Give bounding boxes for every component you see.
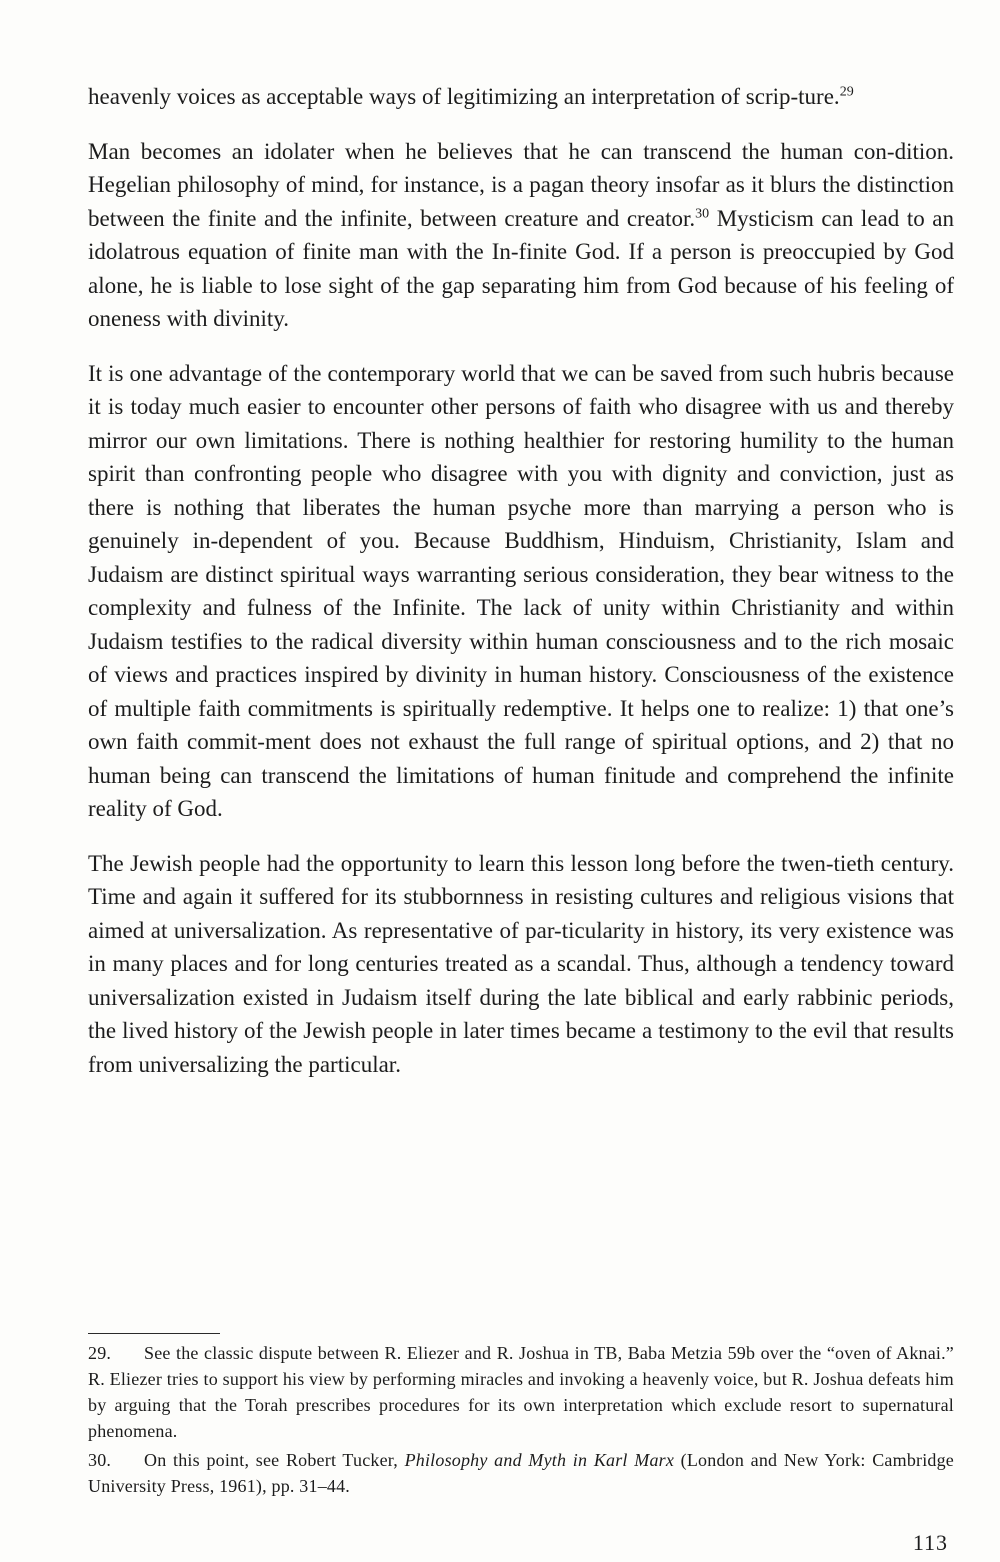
footnote-30-text-b: (London and New York: Cambridge University Press, 1961), pp. 31–44. <box>88 1450 954 1496</box>
footnotes-section <box>88 1333 954 1499</box>
footnote-30-number: 30. <box>88 1450 112 1470</box>
footnote-divider <box>88 1333 220 1334</box>
footnote-29-text: See the classic dispute between R. Eliezer and R. Joshua in TB, Baba Metzia 59b over the “oven of Aknai.” R. Eliezer tries to support his view by performing miracles and invoking a heavenly voice, but R. Joshua defeats him by arguing that the Torah prescribes procedures for its own interpretation which exclude resort to supernatural phenomena. <box>88 1343 954 1441</box>
paragraph-1 <box>88 80 954 114</box>
page-number: 113 <box>912 1530 948 1555</box>
paragraph-1-text: heavenly voices as acceptable ways of legitimizing an interpretation of scrip-ture. <box>88 84 840 109</box>
footnote-30 <box>88 1447 954 1499</box>
footnote-29-number: 29. <box>88 1343 112 1363</box>
body-text <box>88 80 954 1081</box>
paragraph-2-text-a: Man becomes an idolater when he believes that he can transcend the human con-dition. Hegelian philosophy of mind, for instance, is a pagan theory insofar as it blurs the distinction between the finite and the infinite, between creature and creator. <box>88 138 954 231</box>
footnote-30-text-a: On this point, see Robert Tucker, <box>144 1450 405 1470</box>
footnote-ref-29[interactable]: 29 <box>839 84 854 100</box>
footnote-ref-30[interactable]: 30 <box>695 205 710 221</box>
footnote-29 <box>88 1340 954 1444</box>
paragraph-4: The Jewish people had the opportunity to learn this lesson long before the twen-tieth century. Time and again it suffered for its stubbornness in resisting cultures and religious visions that aimed at universalization. As representative of par-ticularity in history, its very existence was in many places and for long centuries treated as a scandal. Thus, although a tendency toward universalization existed in Judaism itself during the late biblical and early rabbinic periods, the lived history of the Jewish people in later times became a testimony to the evil that results from universalizing the particular. <box>88 850 954 1077</box>
paragraph-2 <box>88 135 954 336</box>
footnote-30-book-title: Philosophy and Myth in Karl Marx <box>404 1450 675 1470</box>
paragraph-2-text-b: Mysticism can lead to an idolatrous equation of finite man with the In-finite God. If a person is preoccupied by God alone, he is liable to lose sight of the gap separating him from God because of his feeling of oneness with divinity. <box>88 205 954 331</box>
paragraph-3: It is one advantage of the contemporary world that we can be saved from such hubris because it is today much easier to encounter other persons of faith who disagree with us and thereby mirror our own limitations. There is nothing healthier for restoring humility to the human spirit than confronting people who disagree with you with dignity and conviction, just as there is nothing that liberates the human psyche more than marrying a person who is genuinely in-dependent of you. Because Buddhism, Hinduism, Christianity, Islam and Judaism are distinct spiritual ways warranting serious consideration, they bear witness to the complexity and fulness of the Infinite. The lack of unity within Christianity and within Judaism testifies to the radical diversity within human consciousness and to the rich mosaic of views and practices inspired by divinity in human history. Consciousness of the existence of multiple faith commitments is spiritually redemptive. It helps one to realize: 1) that one’s own faith commit-ment does not exhaust the full range of spiritual options, and 2) that no human being can transcend the limitations of human finitude and comprehend the infinite reality of God. <box>88 360 954 821</box>
